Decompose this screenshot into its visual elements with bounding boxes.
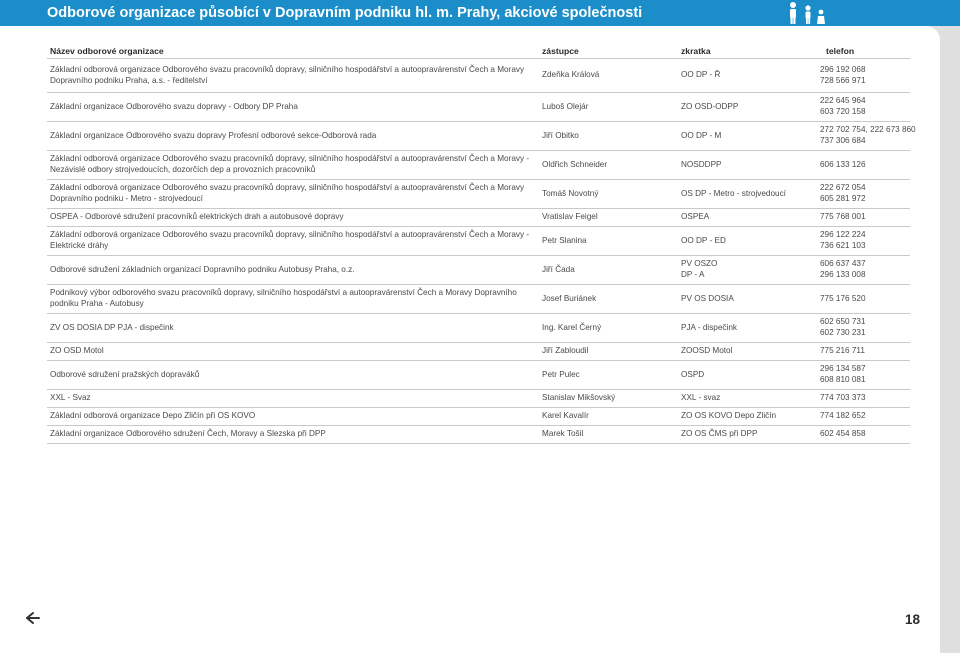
phone-numbers	[820, 212, 910, 223]
phone-number: 775 176 520	[820, 293, 866, 303]
phone-number: 272 702 754, 222 673 860	[820, 125, 916, 135]
phone-numbers	[820, 346, 910, 357]
representative-name: Petr Pulec	[542, 369, 580, 379]
organization-name: XXL - Svaz	[50, 393, 91, 403]
organization-abbreviation: OSPD	[681, 369, 705, 379]
back-arrow-icon[interactable]	[25, 610, 41, 626]
phone-numbers	[820, 393, 910, 404]
phone-number: 222 645 964	[820, 96, 866, 106]
representative-name: Petr Slanina	[542, 235, 587, 245]
representative-name: Vratislav Feigel	[542, 212, 598, 222]
phone-number: 736 621 103	[820, 241, 866, 250]
phone-number: 606 133 126	[820, 159, 866, 169]
phone-numbers	[820, 429, 910, 440]
organization-name: Odborové sdružení základních organizací Dopravního podniku Autobusy Praha, o.z.	[50, 264, 355, 274]
phone-number: 602 454 858	[820, 429, 866, 439]
header-bar	[0, 0, 960, 26]
table-body	[47, 58, 916, 444]
organization-name: Podnikový výbor odborového svazu pracovníků dopravy, silničního hospodářství a autoopravárenství Čech a Moravy Dopravního podniku Praha - Autobusy	[50, 288, 517, 308]
organization-name: Základní odborová organizace Odborového svazu pracovníků dopravy, silničního hospodářství a autoopravárenství Čech a Moravy Dopravního podniku - Metro - strojvedoucí	[50, 183, 525, 203]
table-row	[47, 58, 910, 92]
page-number: 18	[905, 612, 921, 627]
organization-name: ZV OS DOSIA DP PJA - dispečink	[50, 322, 174, 332]
representative-name: Zdeňka Králová	[542, 70, 600, 80]
organization-name: Základní odborová organizace Odborového svazu pracovníků dopravy, silničního hospodářství a autoopravárenství Čech a Moravy - Nezávislé odbory strojvedoucích, dozorčích dep a provozních pracovníků	[50, 154, 530, 174]
phone-numbers	[820, 96, 910, 117]
column-header-organization: Název odborové organizace	[50, 46, 164, 56]
column-header-phone: telefon	[826, 46, 855, 56]
representative-name: Marek Tošil	[542, 429, 584, 439]
representative-name: Karel Kavalír	[542, 411, 589, 421]
phone-number: 606 637 437	[820, 259, 866, 269]
table-row	[47, 226, 910, 255]
organization-abbreviation: ZO OS ČMS při DPP	[681, 429, 758, 439]
organization-name: Základní organizace Odborového svazu dopravy Profesní odborové sekce-Odborová rada	[50, 130, 377, 140]
organization-abbreviation: OO DP - M	[681, 130, 722, 140]
table-row	[47, 389, 910, 407]
organization-name: Základní odborová organizace Depo Zličín při OS KOVO	[50, 411, 256, 421]
table-row	[47, 407, 910, 425]
phone-numbers	[820, 65, 910, 86]
phone-number: 605 281 972	[820, 194, 866, 203]
phone-number: 296 192 068	[820, 64, 866, 74]
phone-number: 775 768 001	[820, 212, 866, 222]
representative-name: Jiří Zabloudil	[542, 346, 589, 356]
table-row	[47, 92, 910, 121]
organization-abbreviation: PV OSZO DP - A	[681, 259, 718, 279]
phone-numbers	[820, 294, 910, 305]
phone-number: 296 133 008	[820, 270, 866, 279]
phone-numbers	[820, 364, 910, 385]
representative-name: Oldřich Schneider	[542, 159, 608, 169]
table-row	[47, 342, 910, 360]
table-row	[47, 425, 910, 443]
phone-number: 222 672 054	[820, 183, 866, 193]
representative-name: Josef Buriánek	[542, 293, 597, 303]
phone-numbers	[820, 317, 910, 338]
phone-number: 602 730 231	[820, 328, 866, 337]
organization-name: ZO OSD Motol	[50, 346, 104, 356]
organization-name: OSPEA - Odborové sdružení pracovníků elektrických drah a autobusové dopravy	[50, 212, 344, 222]
representative-name: Ing. Karel Černý	[542, 322, 602, 332]
organization-abbreviation: ZO OSD-ODPP	[681, 101, 739, 111]
representative-name: Jiří Obitko	[542, 130, 579, 140]
phone-number: 296 122 224	[820, 230, 866, 240]
phone-number: 602 650 731	[820, 317, 866, 327]
representative-name: Jiří Čada	[542, 264, 575, 274]
phone-numbers	[820, 183, 910, 204]
table-row	[47, 360, 910, 389]
representative-name: Tomáš Novotný	[542, 188, 599, 198]
unions-table	[47, 46, 916, 444]
organization-abbreviation: OS DP - Metro - strojvedoucí	[681, 188, 786, 198]
column-header-representative: zástupce	[542, 46, 579, 56]
content-panel	[0, 26, 940, 653]
organization-abbreviation: NOSDDPP	[681, 159, 722, 169]
table-row	[47, 255, 910, 284]
column-header-abbreviation: zkratka	[681, 46, 711, 56]
organization-abbreviation: OSPEA	[681, 212, 710, 222]
phone-number: 774 703 373	[820, 393, 866, 403]
organization-abbreviation: ZOOSD Motol	[681, 346, 733, 356]
phone-numbers	[820, 125, 916, 146]
phone-number: 728 566 971	[820, 75, 866, 85]
page-title: Odborové organizace působící v Dopravním podniku hl. m. Prahy, akciové společnosti	[47, 5, 643, 21]
organization-abbreviation: ZO OS KOVO Depo Zličín	[681, 411, 777, 421]
organization-name: Základní organizace Odborového sdružení Čech, Moravy a Slezska při DPP	[50, 429, 326, 439]
organization-abbreviation: XXL - svaz	[681, 393, 721, 403]
organization-abbreviation: OO DP - ED	[681, 235, 726, 245]
family-icon	[784, 1, 830, 25]
table-bottom-rule	[47, 443, 910, 444]
phone-numbers	[820, 411, 910, 422]
table-row	[47, 208, 910, 226]
organization-abbreviation: OO DP - Ř	[681, 70, 721, 80]
phone-number: 603 720 158	[820, 107, 866, 116]
phone-number: 608 810 081	[820, 375, 866, 384]
table-row	[47, 179, 910, 208]
table-row	[47, 150, 910, 179]
representative-name: Stanislav Mikšovský	[542, 393, 616, 403]
organization-name: Základní odborová organizace Odborového svazu pracovníků dopravy, silničního hospodářství a autoopravárenství Čech a Moravy - Elektrické dráhy	[50, 230, 530, 250]
phone-number: 774 182 652	[820, 411, 866, 421]
phone-numbers	[820, 160, 910, 171]
organization-name: Odborové sdružení pražských dopraváků	[50, 369, 200, 379]
phone-numbers	[820, 230, 910, 251]
table-header	[47, 46, 910, 58]
phone-number: 737 306 684	[820, 136, 866, 145]
organization-abbreviation: PV OS DOSIA	[681, 293, 734, 303]
table-row	[47, 284, 910, 313]
table-row	[47, 313, 910, 342]
organization-name: Základní organizace Odborového svazu dopravy - Odbory DP Praha	[50, 101, 298, 111]
phone-numbers	[820, 259, 910, 280]
organization-abbreviation: PJA - dispečink	[681, 322, 737, 332]
phone-number: 775 216 711	[820, 346, 865, 356]
organization-name: Základní odborová organizace Odborového svazu pracovníků dopravy, silničního hospodářství a autoopravárenství Čech a Moravy Dopravního podniku Praha, a.s. - ředitelství	[50, 64, 525, 85]
phone-number: 296 134 587	[820, 364, 866, 374]
table-row	[47, 121, 916, 150]
representative-name: Luboš Olejár	[542, 101, 589, 111]
